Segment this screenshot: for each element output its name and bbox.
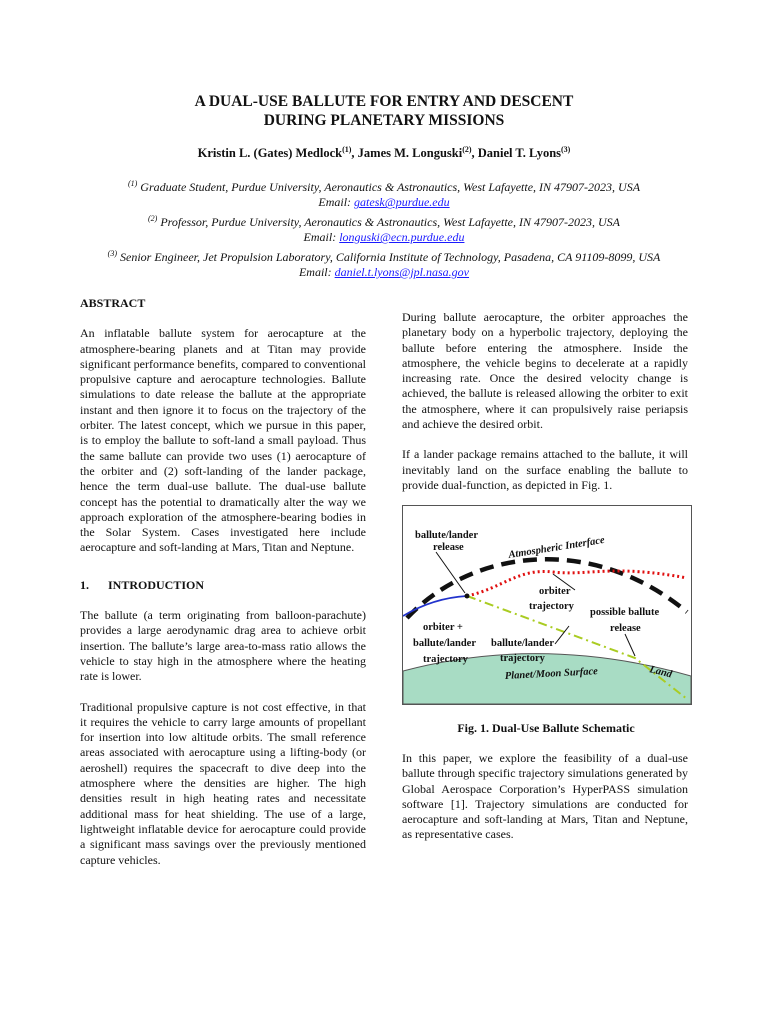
affiliation-text: Graduate Student, Purdue University, Aeronautics & Astronautics, West Lafayette, IN 47907-2023, USA [137,180,641,194]
email-line-3 [0,265,768,280]
affiliation-text: Professor, Purdue University, Aeronautics & Astronautics, West Lafayette, IN 47907-2023, USA [157,214,620,229]
land-label: Land [648,664,674,681]
intro-paragraph-1: The ballute (a term originating from balloon-parachute) provides a large aerodynamic drag area to achieve orbit insertion. The ballute’s large area-to-mass ratio allows the vehicle to stay high in the atmosphere where the heating rate is lower. [80,608,366,684]
figure-1 [402,505,692,705]
introduction-heading [80,578,366,593]
figure-caption: Fig. 1. Dual-Use Ballute Schematic [457,721,635,735]
right-column [402,310,688,508]
ballute-schematic-diagram [403,506,691,704]
section-title: INTRODUCTION [108,577,205,592]
combo-label-3: trajectory [423,654,468,665]
affiliation-3 [0,246,768,265]
interface-label: Atmospheric Interface [507,534,606,561]
affiliation-mark: (2) [148,213,158,223]
affiliation-mark: (3) [107,248,117,258]
paper-title [0,92,768,130]
release-label-1: ballute/lander [415,530,479,541]
lander-label-1: ballute/lander [491,638,555,649]
author-name: James M. Longuski [357,146,463,161]
email-link[interactable]: daniel.t.lyons@jpl.nasa.gov [334,265,470,280]
title-line-2: DURING PLANETARY MISSIONS [263,112,505,129]
right-paragraph-2: If a lander package remains attached to the ballute, it will inevitably land on the surface enabling the ballute to provide dual-function, as depicted in Fig. 1. [402,447,688,492]
author-name: Daniel T. Lyons [477,146,562,161]
section-number: 1. [80,577,89,592]
author-mark: (1) [342,145,352,154]
right-column-lower [402,751,688,858]
email-label: Email: [303,230,340,245]
release-arrow [436,552,465,593]
author-separator: , [351,146,358,161]
email-label: Email: [318,195,355,210]
release-label-2: release [433,542,464,553]
right-paragraph-1: During ballute aerocapture, the orbiter approaches the planetary body on a hyperbolic trajectory, deploying the ballute before entering the atmosphere. Inside the atmosphere, the vehicle begins to decelerate at a rapidly increasing rate. Once the desired velocity change is achieved, the ballute is released allowing the orbiter to exit the atmosphere, where it can propulsively raise periapsis and achieve the desired orbit. [402,310,688,432]
author-mark: (3) [561,145,571,154]
intro-paragraph-2: Traditional propulsive capture is not cost effective, in that it requires the vehicle to carry large amounts of propellant for insertion into low altitude orbits. The small reference areas associated with aerocapture using a lifting-body (or aeroshell) requires the spacecraft to dive deep into the atmosphere where the densities are higher. The high densities result in high heating rates and necessitate additional mass for heat shielding. The use of a large, lightweight inflatable device for aerocapture could provide a significant mass savings over the previously mentioned capture vehicles. [80,699,366,867]
author-mark: (2) [462,145,472,154]
possible-label-2: release [610,623,641,634]
affiliation-1 [0,176,768,195]
affiliation-2 [0,211,768,230]
orbiter-label-2: trajectory [529,601,574,612]
email-label: Email: [298,265,335,280]
lander-label-2: trajectory [500,653,545,664]
possible-label-1: possible ballute [590,607,660,618]
combo-label-2: ballute/lander [413,638,477,649]
release-point [465,594,470,599]
right-paragraph-3: In this paper, we explore the feasibility of a dual-use ballute through specific trajectory simulations generated by Global Aerospace Corporation’s HyperPASS simulation software [1]. Trajectory simulations are conducted for aerocapture and soft-landing at Mars, Titan and Neptune, as representative cases. [402,751,688,842]
orbiter-label-1: orbiter [539,586,571,597]
email-link[interactable]: longuski@ecn.purdue.edu [339,230,465,245]
affiliation-text: Senior Engineer, Jet Propulsion Laboratory, California Institute of Technology, Pasadena, CA 91109-8099, USA [117,249,661,264]
affiliation-mark: (1) [127,179,138,188]
email-line-1 [0,195,768,210]
email-line-2 [0,230,768,245]
author-list [0,145,768,161]
abstract-heading: ABSTRACT [80,296,146,310]
abstract-text: An inflatable ballute system for aerocapture at the atmosphere-bearing planets and at Titan may provide significant performance benefits, compared to conventional propulsive capture and aerocapture technologies. Ballute simulations to date release the ballute at the appropriate instant and then ignore it to focus on the trajectory of the orbiter. The latest concept, which we pursue in this paper, is to employ the ballute to soft-land a small payload. Thus the same ballute can provide two uses (1) aerocapture of the orbiter and (2) soft-landing of the lander package, hence the term dual-use ballute. The dual-use ballute concept has the potential to dramatically alter the way we approach exploration of the atmosphere-bearing bodies in the Solar System. Cases investigated here include aerocapture and soft-landing at Mars, Titan and Neptune. [80,326,366,555]
left-column [80,296,366,883]
author-name: Kristin L. (Gates) Medlock [197,146,343,161]
email-link[interactable]: gatesk@purdue.edu [354,195,450,210]
orbiter-trajectory [467,571,687,596]
possible-release-arrow [625,634,635,656]
author-separator: , [471,146,478,161]
affiliations [0,176,768,280]
surface-label: Planet/Moon Surface [504,666,599,682]
title-line-1: A DUAL-USE BALLUTE FOR ENTRY AND DESCENT [194,93,574,110]
combo-label-1: orbiter + [423,622,463,633]
